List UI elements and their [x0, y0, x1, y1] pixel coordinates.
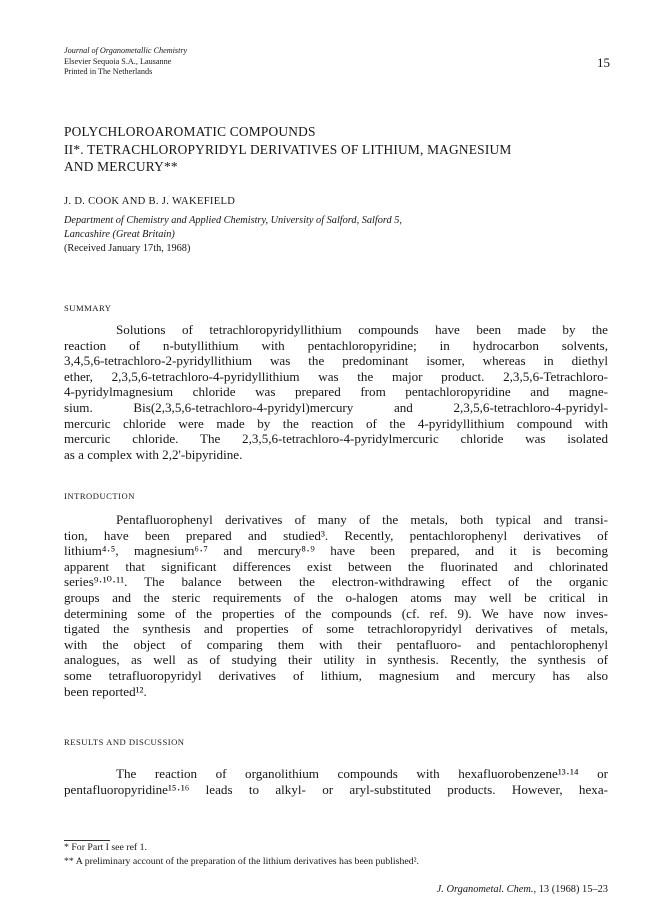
footnote-1: * For Part I see ref 1. — [64, 842, 147, 853]
summary-heading: SUMMARY — [64, 303, 112, 313]
journal-name: Journal of Organometallic Chemistry — [64, 46, 188, 55]
intro-line: Pentafluorophenyl derivatives of many of the metals, both typical and transi- — [116, 512, 608, 527]
title-line-3: AND MERCURY** — [64, 159, 178, 174]
title-line-2: II*. TETRACHLOROPYRIDYL DERIVATIVES OF LITHIUM, MAGNESIUM — [64, 141, 512, 157]
summary-line: ether, 2,3,5,6-tetrachloro-4-pyridyllithium was the major product. 2,3,5,6-Tetrachloro- — [64, 368, 608, 384]
summary-line: mercuric chloride. The 2,3,5,6-tetrachloro-4-pyridylmercuric chloride was isolated — [64, 431, 608, 447]
article-title — [64, 123, 624, 176]
intro-line: some tetrafluoropyridyl derivatives of lithium, magnesium and mercury has also — [64, 667, 608, 683]
summary-line: as a complex with 2,2'-bipyridine. — [64, 446, 243, 462]
intro-line: with the object of comparing them with their pentafluoro- and pentachlorophenyl — [64, 636, 608, 652]
affiliation-line-2: Lancashire (Great Britain) — [64, 228, 175, 240]
intro-line: series⁹·¹⁰·¹¹. The balance between the electron-withdrawing effect of the organic — [64, 574, 608, 590]
journal-citation — [437, 884, 608, 895]
introduction-paragraph — [64, 512, 608, 699]
summary-line: 3,4,5,6-tetrachloro-2-pyridyllithium was the predominant isomer, whereas in diethyl — [64, 353, 608, 369]
intro-line: determining some of the properties of the compounds (cf. ref. 9). We have now inves- — [64, 605, 608, 621]
summary-line: reaction of n-butyllithium with pentachloropyridine; in hydrocarbon solvents, — [64, 337, 608, 353]
summary-line: sium. Bis(2,3,5,6-tetrachloro-4-pyridyl)mercury and 2,3,5,6-tetrachloro-4-pyridyl- — [64, 399, 608, 415]
affiliation — [64, 214, 584, 241]
intro-line: analogues, as well as of studying their utility in synthesis. Recently, the synthesis of — [64, 652, 608, 668]
citation-journal: J. Organometal. Chem., — [436, 884, 537, 895]
summary-line: 4-pyridylmagnesium chloride was prepared from pentachloropyridine and magne- — [64, 384, 608, 400]
footnote-2: ** A preliminary account of the preparation of the lithium derivatives has been published². — [64, 856, 419, 867]
intro-line: tigated the synthesis and properties of some tetrachloropyridyl derivatives of metals, — [64, 621, 608, 637]
printed-line: Printed in The Netherlands — [64, 67, 153, 76]
received-date: (Received January 17th, 1968) — [64, 243, 191, 254]
title-line-1: POLYCHLOROAROMATIC COMPOUNDS — [64, 124, 316, 139]
footnote-rule — [64, 840, 110, 841]
results-line: pentafluoropyridine¹⁵·¹⁶ leads to alkyl- or aryl-substituted products. However, hexa- — [64, 781, 608, 797]
author-line: J. D. COOK AND B. J. WAKEFIELD — [64, 196, 236, 207]
summary-line: Solutions of tetrachloropyridyllithium compounds have been made by the — [116, 322, 608, 337]
intro-line: lithium⁴·⁵, magnesium⁶·⁷ and mercury⁸·⁹ have been prepared, and it is becoming — [64, 543, 608, 559]
intro-line: groups and the steric requirements of the o-halogen atoms may well be critical in — [64, 589, 608, 605]
results-line: The reaction of organolithium compounds with hexafluorobenzene¹³·¹⁴ or — [116, 766, 608, 781]
intro-line: tion, have been prepared and studied³. Recently, pentachlorophenyl derivatives of — [64, 527, 608, 543]
intro-line: been reported¹². — [64, 683, 147, 699]
running-header — [64, 46, 610, 78]
affiliation-line-1: Department of Chemistry and Applied Chemistry, University of Salford, Salford 5, — [64, 215, 402, 226]
intro-line: apparent that significant differences exist between the fluorinated and chlorinated — [64, 558, 608, 574]
citation-volume: 13 (1968) 15–23 — [538, 884, 608, 895]
results-paragraph — [64, 766, 608, 797]
publisher-line: Elsevier Sequoia S.A., Lausanne — [64, 56, 172, 66]
summary-paragraph — [64, 322, 608, 462]
introduction-heading: INTRODUCTION — [64, 491, 135, 501]
results-heading: RESULTS AND DISCUSSION — [64, 737, 185, 747]
page-number: 15 — [597, 55, 610, 70]
summary-line: mercuric chloride were made by the reaction of the 4-pyridyllithium compound with — [64, 415, 608, 431]
